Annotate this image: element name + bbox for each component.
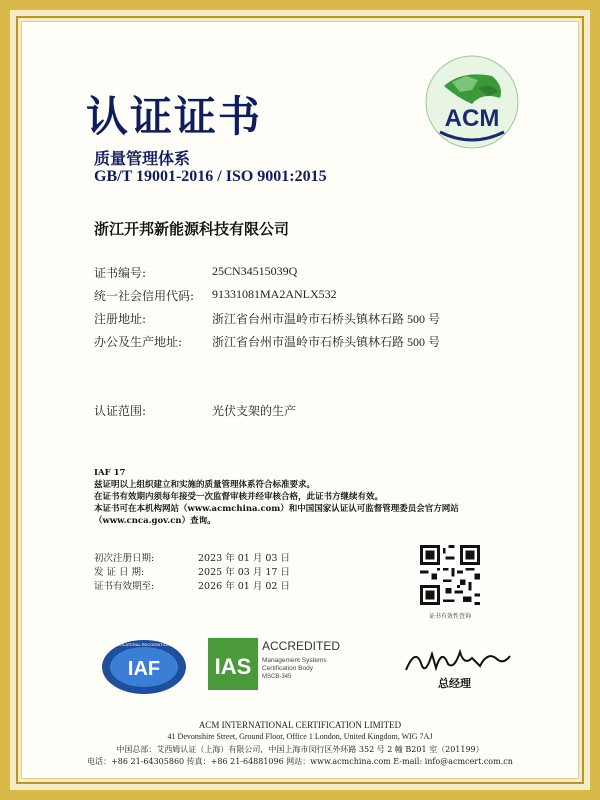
issue-date-value: 2025 年 03 月 17 日 <box>198 567 290 578</box>
credit-code-label: 统一社会信用代码: <box>94 289 195 303</box>
initial-date-label: 初次注册日期: <box>94 553 155 564</box>
ias-text: IAS <box>214 654 252 679</box>
footer-contact: 电话：+86 21-64305860 传真：+86 21-64881096 网站：www.acmchina.com E-mail: info@acmcert.com.cn <box>87 757 513 766</box>
note-line: IAF 17 <box>94 468 126 478</box>
qr-code[interactable] <box>420 545 480 605</box>
cert-number-value: 25CN34515039Q <box>212 264 298 278</box>
iaf-text: IAF <box>127 658 161 680</box>
scope-value: 光伏支架的生产 <box>212 404 297 418</box>
management-system: 质量管理体系 <box>94 149 191 168</box>
footer-china-address: 中国总部：艾西姆认证（上海）有限公司，中国上海市闵行区外环路 352 号 2 幢 B201 室（201199） <box>116 745 484 754</box>
footer-uk-address: 41 Devonshire Street, Ground Floor, Office 1 London, United Kingdom, WIG 7AJ <box>167 732 433 741</box>
note-line: （www.cnca.gov.cn）查询。 <box>94 516 216 526</box>
note-line: 本证书可在本机构网站（www.acmchina.com）和中国国家认证认可监督管理委员会官方网站 <box>94 504 459 514</box>
signature-title: 总经理 <box>438 677 471 690</box>
ias-line1: Management Systems <box>262 657 327 664</box>
scope-label: 认证范围: <box>94 404 147 418</box>
office-address-value: 浙江省台州市温岭市石桥头镇林石路 500 号 <box>212 335 441 349</box>
signature <box>402 636 512 680</box>
expiry-date-value: 2026 年 01 月 02 日 <box>198 581 290 592</box>
issue-date-label: 发 证 日 期: <box>94 567 145 578</box>
ias-logo <box>208 638 348 702</box>
registered-address-value: 浙江省台州市温岭市石桥头镇林石路 500 号 <box>212 312 441 326</box>
footer-company: ACM INTERNATIONAL CERTIFICATION LIMITED <box>198 720 402 730</box>
certificate-title: 认证证书 <box>86 92 263 141</box>
credit-code-value: 91331081MA2ANLX532 <box>212 287 337 301</box>
registered-address-label: 注册地址: <box>94 312 147 326</box>
ias-accredited: ACCREDITED <box>262 639 341 653</box>
ias-line2: Certification Body <box>262 665 313 672</box>
cert-number-label: 证书编号: <box>94 266 147 280</box>
note-line: 兹证明以上组织建立和实施的质量管理体系符合标准要求。 <box>94 480 316 490</box>
qr-caption: 证书有效性查询 <box>428 613 471 620</box>
note-line: 在证书有效期内须每年接受一次监督审核并经审核合格，此证书方继续有效。 <box>94 492 384 502</box>
office-address-label: 办公及生产地址: <box>94 335 183 349</box>
logo-text: ACM <box>444 105 500 132</box>
company-name: 浙江开邦新能源科技有限公司 <box>94 220 290 238</box>
acm-logo <box>422 52 522 152</box>
standard-code: GB/T 19001-2016 / ISO 9001:2015 <box>94 168 327 185</box>
expiry-date-label: 证书有效期至: <box>94 581 155 592</box>
ias-line3: MSCB-345 <box>262 674 292 680</box>
iaf-logo <box>86 638 202 700</box>
certificate-notes <box>94 467 514 527</box>
initial-date-value: 2023 年 01 月 03 日 <box>198 553 290 564</box>
certificate-paper <box>22 22 578 778</box>
iaf-ring-text: MEMBER OF MULTILATERAL RECOGNITION ARRANGEMENT <box>86 642 202 647</box>
